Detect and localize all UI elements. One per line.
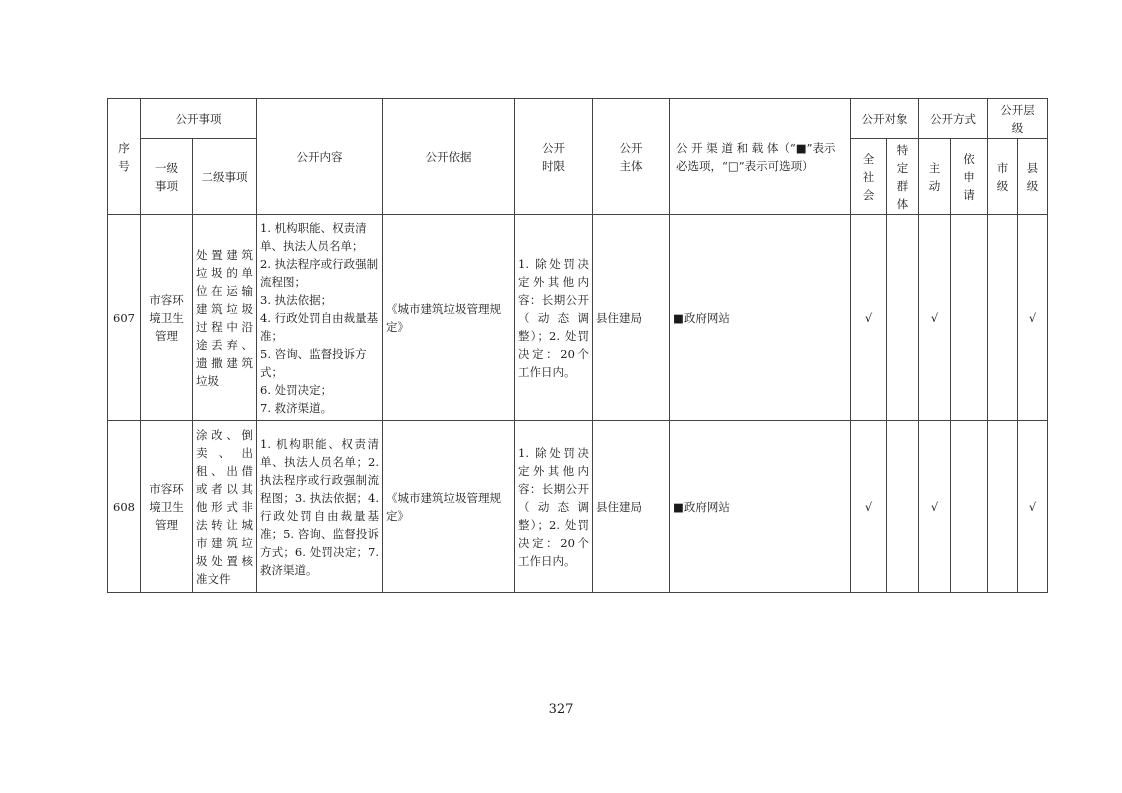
content-line: 3. 执法依据； — [260, 292, 333, 307]
table-row — [108, 215, 1048, 421]
disclosure-table — [107, 98, 1048, 593]
channel-label: 政府网站 — [683, 499, 730, 514]
header-method-apply: 依申请 — [951, 139, 988, 215]
cell-method-active: √ — [919, 215, 951, 421]
required-mark-icon: ■ — [673, 499, 684, 514]
cell-seq: 607 — [108, 215, 141, 421]
header-level-group: 公开层级 — [988, 99, 1048, 139]
cell-channel — [670, 215, 851, 421]
cell-level2: 处置建筑垃圾的单位在运输建筑垃圾过程中沿途丢弃、遗撒建筑垃圾 — [193, 215, 257, 421]
content-line: 6. 处罚决定； — [260, 382, 333, 397]
cell-time-limit: 1. 除处罚决定外其他内容：长期公开（动态调整）；2. 处罚决定：20个工作日内。 — [515, 215, 593, 421]
content-line: 4. 行政处罚自由裁量基准； — [260, 310, 379, 343]
header-basis: 公开依据 — [383, 99, 515, 215]
cell-basis: 《城市建筑垃圾管理规定》 — [383, 215, 515, 421]
cell-level2: 涂改、倒卖、出租、出借或者以其他形式非法转让城市建筑垃圾处置核准文件 — [193, 421, 257, 593]
header-seq: 序号 — [108, 99, 141, 215]
cell-target-specific — [887, 215, 919, 421]
required-mark-icon: ■ — [673, 310, 684, 325]
header-content: 公开内容 — [257, 99, 383, 215]
cell-method-apply — [951, 215, 988, 421]
cell-target-all: √ — [851, 215, 887, 421]
channel-label: 政府网站 — [683, 310, 730, 325]
content-line: 7. 救济渠道。 — [260, 400, 333, 415]
cell-level-city — [988, 215, 1018, 421]
header-level1: 一级事项 — [141, 139, 193, 215]
cell-time-limit: 1. 除处罚决定外其他内容：长期公开（动态调整）；2. 处罚决定：20个工作日内。 — [515, 421, 593, 593]
cell-level-city — [988, 421, 1018, 593]
cell-target-all: √ — [851, 421, 887, 593]
header-level-county: 县级 — [1018, 139, 1048, 215]
cell-level-county: √ — [1018, 421, 1048, 593]
header-target-group: 公开对象 — [851, 99, 919, 139]
header-method-group: 公开方式 — [919, 99, 988, 139]
header-subject: 公开主体 — [593, 99, 670, 215]
cell-channel — [670, 421, 851, 593]
table-row — [108, 421, 1048, 593]
cell-method-active: √ — [919, 421, 951, 593]
cell-level1: 市容环境卫生管理 — [141, 215, 193, 421]
header-method-active: 主动 — [919, 139, 951, 215]
header-time-limit: 公开时限 — [515, 99, 593, 215]
cell-method-apply — [951, 421, 988, 593]
cell-content — [257, 215, 383, 421]
cell-subject: 县住建局 — [593, 215, 670, 421]
header-item-group: 公开事项 — [141, 99, 257, 139]
header-level2: 二级事项 — [193, 139, 257, 215]
content-line: 2. 执法程序或行政强制流程图； — [260, 256, 379, 289]
cell-content: 1. 机构职能、权责清单、执法人员名单；2. 执法程序或行政强制流程图；3. 执法依据；4. 行政处罚自由裁量基准；5. 咨询、监督投诉方式；6. 处罚决定；7. 救济渠道。 — [257, 421, 383, 593]
header-target-all: 全社会 — [851, 139, 887, 215]
header-level-city: 市级 — [988, 139, 1018, 215]
content-line: 1. 机构职能、权责清单、执法人员名单； — [260, 220, 367, 253]
cell-basis: 《城市建筑垃圾管理规定》 — [383, 421, 515, 593]
header-target-specific: 特定群体 — [887, 139, 919, 215]
cell-seq: 608 — [108, 421, 141, 593]
content-line: 5. 咨询、监督投诉方式； — [260, 346, 367, 379]
header-channel: 公 开 渠 道 和 载 体（“■”表示必选项，“□”表示可选项） — [670, 99, 851, 215]
page-number: 327 — [548, 702, 574, 717]
cell-subject: 县住建局 — [593, 421, 670, 593]
cell-target-specific — [887, 421, 919, 593]
cell-level1: 市容环境卫生管理 — [141, 421, 193, 593]
cell-level-county: √ — [1018, 215, 1048, 421]
